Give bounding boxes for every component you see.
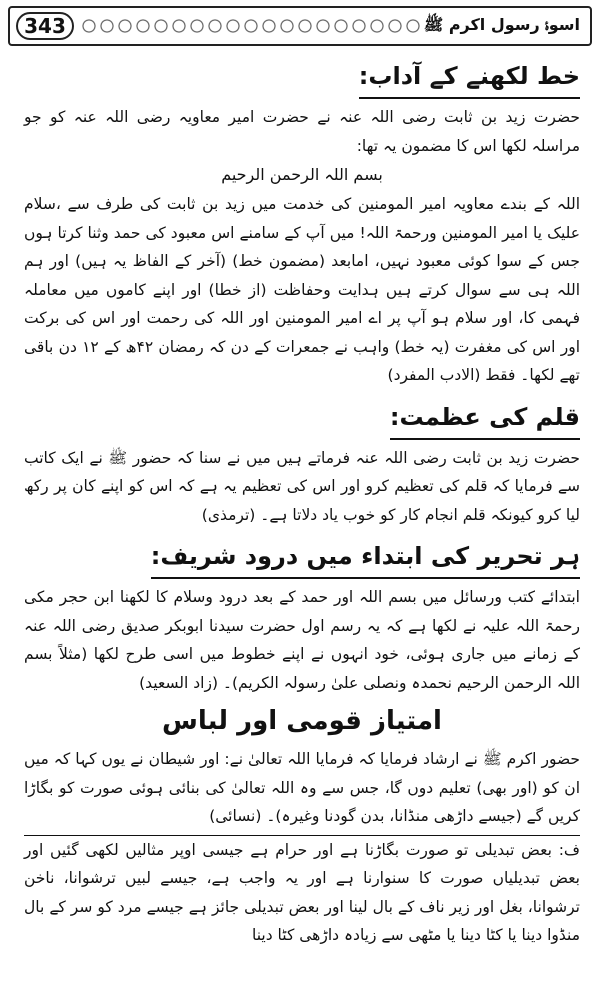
- section-heading-letter-etiquette: خط لکھنے کے آداب:: [359, 57, 580, 99]
- letter-intro: حضرت زید بن ثابت رضی اللہ عنہ نے حضرت امیر معاویہ رضی اللہ عنہ کو جو مراسلہ لکھا اس کا مضمون یہ تھا:: [24, 108, 580, 155]
- national-dress-hadith: حضور اکرم ﷺ نے ارشاد فرمایا کہ فرمایا اللہ تعالیٰ نے: اور شیطان نے یوں کہا کہ میں ان کو (اور بھی) تعلیم دوں گا، جس سے وہ اللہ تعالیٰ کی بنائی ہوئی صورت کو بگاڑا کریں گے (جیسے داڑھی منڈانا، بدن گودنا وغیرہ)۔ (نسائی): [24, 750, 580, 825]
- running-title: اسوۂ رسول اکرم ﷺ: [423, 15, 580, 34]
- basmala: بسم اللہ الرحمن الرحیم: [221, 165, 383, 184]
- page-number: 343: [16, 12, 74, 40]
- page-header: [8, 6, 592, 46]
- pen-greatness-body: حضرت زید بن ثابت رضی اللہ عنہ فرماتے ہیں میں نے سنا کہ حضور ﷺ نے ایک کاتب سے فرمایا کہ قلم کی تعظیم کرو اور اس کی تعظیم یہ ہے کہ اس کو اپنے کان پر رکھ لیا کرو کیونکہ قلم انجام کار کو خوب یاد دلاتا ہے۔ (ترمذی): [24, 448, 580, 524]
- section-heading-pen-greatness: قلم کی عظمت:: [390, 398, 580, 440]
- section-heading-durood: ہر تحریر کی ابتداء میں درود شریف:: [151, 537, 580, 579]
- durood-body: ابتدائے کتب ورسائل میں بسم اللہ اور حمد کے بعد درود وسلام کا لکھنا ابن حجر مکی رحمۃ اللہ علیہ نے لکھا ہے کہ یہ رسم اول حضرت سیدنا ابوبکر صدیق رضی اللہ عنہ کے زمانے میں جاری ہوئی، خود انہوں نے اپنے خطوط میں اسی طرح لکھا (مثلاً بسم اللہ الرحمن الرحیم نحمدہ ونصلی علیٰ رسولہ الکریم)۔ (زاد السعید): [24, 588, 580, 692]
- section-heading-national-dress: امتیاز قومی اور لباس: [162, 706, 442, 736]
- national-dress-note: ف: بعض تبدیلی تو صورت بگاڑنا ہے اور حرام ہے جیسی اوپر مثالیں لکھی گئیں اور بعض تبدیلیاں صورت کا سنوارنا ہے اور یہ واجب ہے، جیسے لبیں ترشوانا، ناخن ترشوانا، بغل اور زیر ناف کے بال لینا اور بعض تبدیلی جائز ہے جیسے مرد کو سر کے بال منڈوا دینا یا کٹا دینا یا مٹھی سے زیادہ داڑھی کٹا دینا: [24, 840, 580, 944]
- page-content: [24, 55, 580, 977]
- header-ornament: [80, 14, 420, 38]
- letter-body: اللہ کے بندے معاویہ امیر المومنین کی خدمت میں زید بن ثابت کی طرف سے ،سلام علیک یا امیر المومنین ورحمۃ اللہ! میں آپ کے سامنے اس معبود کی حمد وثنا کرتا ہوں جس کے سوا کوئی معبود نہیں، امابعد (مضمون خط) (آخر کے الفاظ یہ ہیں) اور ہم اللہ ہی سے سوال کرتے ہیں ہدایت وحفاظت (از خطا) اور اپنے کاموں میں معاملہ فہمی کا، اور سلام ہو آپ پر اے امیر المومنین اور اللہ کی رحمت اور اس کی برکت اور اس کی مغفرت (یہ خط) واہب نے جمعرات کے دن کہ رمضان ۴۲ھ کے ۱۲ دن باقی تھے لکھا۔ فقط (الادب المفرد): [24, 195, 580, 384]
